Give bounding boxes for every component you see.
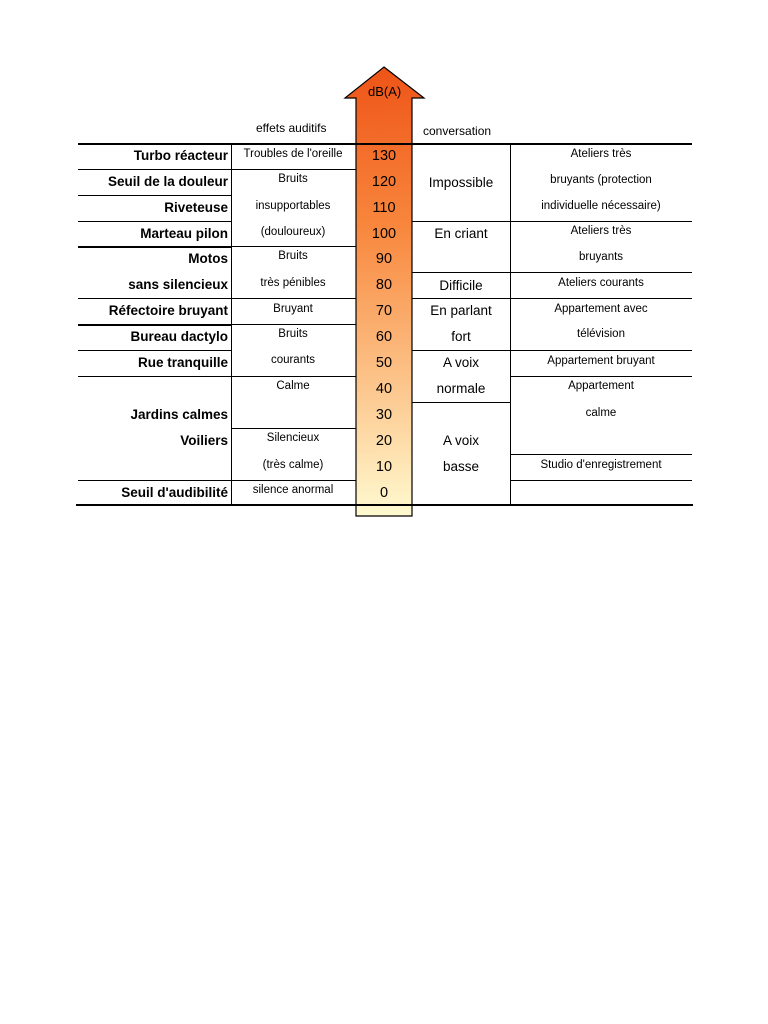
db-level: 60	[375, 329, 393, 345]
example-environment: télévision	[577, 328, 625, 340]
noise-source: Rue tranquille	[137, 355, 228, 370]
db-level: 20	[375, 433, 393, 449]
auditory-effect: (douloureux)	[260, 226, 326, 238]
noise-source: Jardins calmes	[130, 407, 228, 422]
effects-header: effets auditifs	[256, 121, 327, 135]
auditory-effect: Bruits	[278, 173, 308, 185]
db-level: 40	[375, 381, 393, 397]
db-level: 120	[371, 174, 397, 190]
auditory-effect: (très calme)	[262, 459, 324, 471]
noise-source: Motos	[188, 251, 228, 266]
conversation-level: Impossible	[428, 175, 494, 190]
example-environment: Ateliers très	[570, 148, 632, 160]
example-environment: Ateliers très	[570, 225, 632, 237]
example-environment: Appartement avec	[554, 303, 648, 315]
auditory-effect: Bruyant	[273, 303, 313, 315]
conversation-level: basse	[442, 459, 480, 474]
db-level: 110	[372, 200, 396, 216]
auditory-effect: Calme	[276, 380, 310, 392]
auditory-effect: très pénibles	[260, 277, 326, 289]
db-level: 10	[375, 459, 393, 475]
conversation-level: En criant	[434, 226, 488, 241]
noise-source: Bureau dactylo	[130, 329, 228, 344]
conversation-level: fort	[451, 329, 471, 344]
auditory-effect: Bruits	[278, 250, 308, 262]
noise-source: Riveteuse	[164, 200, 228, 215]
noise-source: Turbo réacteur	[133, 148, 228, 163]
db-level: 130	[371, 148, 397, 164]
example-environment: individuelle nécessaire)	[541, 200, 661, 212]
example-environment: Studio d'enregistrement	[540, 459, 662, 471]
conversation-level: Difficile	[439, 278, 483, 293]
db-level: 30	[375, 407, 393, 423]
example-environment: Appartement	[568, 380, 634, 392]
example-environment: bruyants (protection	[550, 174, 652, 186]
conversation-header: conversation	[423, 124, 492, 138]
example-environment: Ateliers courants	[558, 277, 644, 289]
auditory-effect: Bruits	[278, 328, 308, 340]
auditory-effect: silence anormal	[252, 484, 334, 496]
example-environment: bruyants	[578, 251, 624, 263]
conversation-level: normale	[436, 381, 486, 396]
auditory-effect: courants	[270, 354, 316, 366]
noise-source: Seuil d'audibilité	[121, 485, 228, 500]
conversation-level: A voix	[442, 433, 480, 448]
noise-source: Seuil de la douleur	[107, 174, 228, 189]
conversation-level: En parlant	[430, 303, 492, 318]
example-environment: Appartement bruyant	[547, 355, 655, 367]
conversation-level: A voix	[442, 355, 480, 370]
db-level: 100	[371, 226, 397, 242]
example-environment: calme	[585, 407, 617, 419]
noise-source: sans silencieux	[128, 277, 228, 292]
auditory-effect: Troubles de l'oreille	[243, 148, 343, 160]
db-level: 80	[375, 277, 393, 293]
db-level: 70	[375, 303, 393, 319]
db-level: 0	[379, 485, 389, 501]
noise-source: Voiliers	[180, 433, 228, 448]
db-level: 90	[375, 251, 393, 267]
db-level: 50	[375, 355, 393, 371]
noise-source: Marteau pilon	[140, 226, 228, 241]
auditory-effect: Silencieux	[266, 432, 320, 444]
noise-source: Réfectoire bruyant	[108, 303, 228, 318]
db-unit-label: dB(A)	[368, 84, 402, 99]
auditory-effect: insupportables	[255, 200, 331, 212]
